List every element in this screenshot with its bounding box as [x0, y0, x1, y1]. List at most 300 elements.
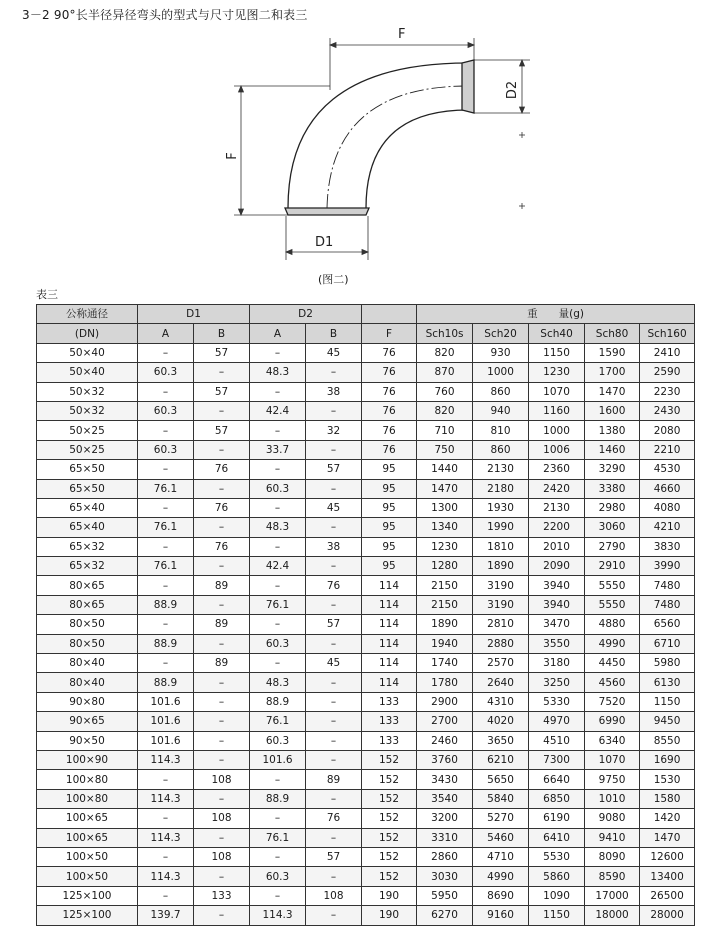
- table-cell: 42.4: [250, 401, 306, 420]
- table-row: [37, 518, 695, 537]
- table-cell: 33.7: [250, 440, 306, 459]
- table-cell: 45: [306, 498, 362, 517]
- nominal-size-cell: 80×65: [37, 595, 138, 614]
- table-cell: 5840: [473, 789, 529, 808]
- table-cell: 76.1: [138, 479, 194, 498]
- table-cell: 6990: [585, 712, 640, 731]
- table-cell: 6130: [640, 673, 695, 692]
- table-cell: –: [306, 906, 362, 925]
- nominal-size-cell: 65×50: [37, 460, 138, 479]
- table-cell: 1810: [473, 537, 529, 556]
- table-cell: –: [194, 363, 250, 382]
- table-cell: 3200: [417, 809, 473, 828]
- table-cell: 114.3: [138, 789, 194, 808]
- table-cell: 3830: [640, 537, 695, 556]
- table-cell: –: [250, 886, 306, 905]
- table-cell: 2130: [473, 460, 529, 479]
- table-cell: 4020: [473, 712, 529, 731]
- table-cell: 8690: [473, 886, 529, 905]
- table-row: [37, 595, 695, 614]
- table-cell: 89: [194, 615, 250, 634]
- table-cell: –: [250, 770, 306, 789]
- nominal-size-cell: 65×40: [37, 518, 138, 537]
- table-cell: 76.1: [250, 595, 306, 614]
- table-cell: 89: [306, 770, 362, 789]
- table-cell: 1890: [417, 615, 473, 634]
- table-cell: 114.3: [250, 906, 306, 925]
- table-cell: –: [138, 460, 194, 479]
- nominal-size-cell: 80×65: [37, 576, 138, 595]
- nominal-size-cell: 50×32: [37, 382, 138, 401]
- table-cell: 860: [473, 382, 529, 401]
- table-cell: 8090: [585, 847, 640, 866]
- table-cell: 2210: [640, 440, 695, 459]
- header-row-1: [37, 305, 695, 324]
- table-cell: –: [250, 382, 306, 401]
- table-cell: 76: [194, 498, 250, 517]
- table-cell: 3760: [417, 750, 473, 769]
- table-cell: 6850: [529, 789, 585, 808]
- nominal-size-cell: 100×80: [37, 770, 138, 789]
- nominal-size-cell: 80×40: [37, 654, 138, 673]
- elbow-inner-arc: [366, 110, 468, 208]
- nominal-size-cell: 50×25: [37, 421, 138, 440]
- table-cell: 2900: [417, 692, 473, 711]
- table-row: [37, 634, 695, 653]
- table-cell: 26500: [640, 886, 695, 905]
- table-cell: –: [306, 595, 362, 614]
- table-row: [37, 401, 695, 420]
- table-cell: –: [138, 421, 194, 440]
- table-cell: –: [194, 867, 250, 886]
- table-cell: –: [306, 789, 362, 808]
- table-cell: –: [194, 557, 250, 576]
- table-row: [37, 479, 695, 498]
- nominal-size-cell: 65×40: [37, 498, 138, 517]
- table-cell: 1530: [640, 770, 695, 789]
- table-row: [37, 750, 695, 769]
- table-cell: 95: [362, 518, 417, 537]
- table-cell: 3380: [585, 479, 640, 498]
- table-cell: 820: [417, 343, 473, 362]
- table-cell: 4530: [640, 460, 695, 479]
- table-cell: –: [138, 615, 194, 634]
- table-cell: 8550: [640, 731, 695, 750]
- table-cell: 60.3: [250, 479, 306, 498]
- table-cell: 3290: [585, 460, 640, 479]
- table-cell: 9750: [585, 770, 640, 789]
- table-cell: 1440: [417, 460, 473, 479]
- table-cell: 2860: [417, 847, 473, 866]
- table-row: [37, 363, 695, 382]
- table-cell: 38: [306, 537, 362, 556]
- table-cell: 7480: [640, 576, 695, 595]
- table-cell: 95: [362, 460, 417, 479]
- table-cell: 1600: [585, 401, 640, 420]
- table-cell: 88.9: [250, 692, 306, 711]
- table-cell: 95: [362, 557, 417, 576]
- table-cell: 114: [362, 634, 417, 653]
- nominal-size-cell: 100×50: [37, 847, 138, 866]
- table-cell: 3550: [529, 634, 585, 653]
- table-cell: 76.1: [250, 712, 306, 731]
- table-cell: 60.3: [138, 363, 194, 382]
- table-cell: 133: [194, 886, 250, 905]
- table-cell: 2430: [640, 401, 695, 420]
- table-cell: 940: [473, 401, 529, 420]
- table-cell: 860: [473, 440, 529, 459]
- table-row: [37, 789, 695, 808]
- nominal-size-cell: 125×100: [37, 886, 138, 905]
- nominal-size-cell: 50×25: [37, 440, 138, 459]
- table-cell: 5950: [417, 886, 473, 905]
- elbow-right-flange: [462, 60, 474, 113]
- table-cell: 57: [194, 382, 250, 401]
- table-cell: 4710: [473, 847, 529, 866]
- table-cell: 3250: [529, 673, 585, 692]
- table-cell: 5330: [529, 692, 585, 711]
- table-cell: 18000: [585, 906, 640, 925]
- table-cell: 114.3: [138, 828, 194, 847]
- page-heading: 3－2 90°长半径异径弯头的型式与尺寸见图二和表三: [22, 8, 308, 22]
- table-cell: 76: [362, 440, 417, 459]
- nominal-size-cell: 65×32: [37, 557, 138, 576]
- table-cell: 6190: [529, 809, 585, 828]
- table-row: [37, 770, 695, 789]
- nominal-size-cell: 100×50: [37, 867, 138, 886]
- table-cell: 7480: [640, 595, 695, 614]
- table-cell: 6340: [585, 731, 640, 750]
- table-cell: –: [194, 906, 250, 925]
- table-cell: 57: [194, 343, 250, 362]
- table-cell: –: [138, 770, 194, 789]
- table-cell: 101.6: [138, 712, 194, 731]
- table-cell: 89: [194, 576, 250, 595]
- nominal-size-cell: 100×90: [37, 750, 138, 769]
- table-cell: 4510: [529, 731, 585, 750]
- table-cell: 88.9: [250, 789, 306, 808]
- table-cell: –: [138, 809, 194, 828]
- table-cell: 88.9: [138, 595, 194, 614]
- table-cell: 7300: [529, 750, 585, 769]
- table-cell: 60.3: [250, 634, 306, 653]
- table-cell: 2460: [417, 731, 473, 750]
- table-cell: –: [194, 828, 250, 847]
- table-cell: 60.3: [138, 440, 194, 459]
- table-cell: 108: [194, 770, 250, 789]
- table-cell: 76.1: [138, 518, 194, 537]
- table-cell: –: [306, 731, 362, 750]
- header-cell: Sch10s: [417, 324, 473, 343]
- dimension-table: [36, 304, 695, 926]
- nominal-size-cell: 125×100: [37, 906, 138, 925]
- table-cell: 1230: [417, 537, 473, 556]
- table-cell: 930: [473, 343, 529, 362]
- table-cell: 5860: [529, 867, 585, 886]
- header-cell: Sch160: [640, 324, 695, 343]
- table-cell: 1150: [529, 906, 585, 925]
- table-cell: –: [194, 440, 250, 459]
- header-cell: F: [362, 324, 417, 343]
- table-cell: –: [194, 401, 250, 420]
- table-cell: 2130: [529, 498, 585, 517]
- table-cell: 870: [417, 363, 473, 382]
- table-row: [37, 886, 695, 905]
- table-cell: –: [306, 712, 362, 731]
- table-cell: 4660: [640, 479, 695, 498]
- table-cell: 1000: [529, 421, 585, 440]
- table-cell: 6410: [529, 828, 585, 847]
- table-cell: 3190: [473, 576, 529, 595]
- table-cell: 13400: [640, 867, 695, 886]
- nominal-size-cell: 80×50: [37, 634, 138, 653]
- table-cell: 76: [306, 809, 362, 828]
- table-cell: 2700: [417, 712, 473, 731]
- table-cell: 2880: [473, 634, 529, 653]
- table-cell: 88.9: [138, 673, 194, 692]
- table-cell: 2790: [585, 537, 640, 556]
- table-cell: –: [250, 460, 306, 479]
- table-cell: 114.3: [138, 867, 194, 886]
- table-cell: 1590: [585, 343, 640, 362]
- table-cell: 4990: [473, 867, 529, 886]
- table-cell: 2590: [640, 363, 695, 382]
- table-cell: 1580: [640, 789, 695, 808]
- table-cell: 1070: [585, 750, 640, 769]
- table-cell: 2410: [640, 343, 695, 362]
- table-cell: 5550: [585, 595, 640, 614]
- header-blank: [362, 305, 417, 324]
- table-cell: 2200: [529, 518, 585, 537]
- table-cell: –: [194, 731, 250, 750]
- table-body: [37, 343, 695, 925]
- table-cell: 101.6: [138, 692, 194, 711]
- header-row-2: [37, 324, 695, 343]
- table-cell: 1780: [417, 673, 473, 692]
- table-cell: 3060: [585, 518, 640, 537]
- table-cell: 101.6: [250, 750, 306, 769]
- table-row: [37, 712, 695, 731]
- table-row: [37, 692, 695, 711]
- table-cell: –: [194, 634, 250, 653]
- table-label: 表三: [36, 288, 58, 301]
- table-cell: –: [250, 654, 306, 673]
- table-cell: 60.3: [138, 401, 194, 420]
- table-cell: 17000: [585, 886, 640, 905]
- table-cell: 4450: [585, 654, 640, 673]
- table-cell: 3940: [529, 595, 585, 614]
- table-cell: 8590: [585, 867, 640, 886]
- table-cell: 114: [362, 615, 417, 634]
- table-cell: 1700: [585, 363, 640, 382]
- table-cell: –: [138, 576, 194, 595]
- nominal-size-cell: 90×65: [37, 712, 138, 731]
- table-cell: –: [138, 537, 194, 556]
- table-cell: 3940: [529, 576, 585, 595]
- table-cell: 4310: [473, 692, 529, 711]
- header-cell: A: [250, 324, 306, 343]
- table-cell: –: [138, 886, 194, 905]
- nominal-size-cell: 50×40: [37, 363, 138, 382]
- table-cell: –: [306, 518, 362, 537]
- table-cell: –: [250, 498, 306, 517]
- table-cell: –: [250, 809, 306, 828]
- table-cell: 5270: [473, 809, 529, 828]
- table-row: [37, 809, 695, 828]
- table-cell: –: [138, 343, 194, 362]
- table-cell: 133: [362, 712, 417, 731]
- table-cell: –: [306, 363, 362, 382]
- table-cell: 95: [362, 479, 417, 498]
- table-cell: –: [306, 692, 362, 711]
- header-cell: A: [138, 324, 194, 343]
- table-row: [37, 537, 695, 556]
- table-cell: 1230: [529, 363, 585, 382]
- header-cell: Sch40: [529, 324, 585, 343]
- table-cell: 2910: [585, 557, 640, 576]
- table-cell: 152: [362, 789, 417, 808]
- table-cell: 5650: [473, 770, 529, 789]
- nominal-size-cell: 100×80: [37, 789, 138, 808]
- table-cell: 1470: [640, 828, 695, 847]
- table-cell: 6560: [640, 615, 695, 634]
- table-cell: 9160: [473, 906, 529, 925]
- dim-d2: D2: [505, 80, 520, 100]
- table-cell: 5460: [473, 828, 529, 847]
- table-cell: 4210: [640, 518, 695, 537]
- table-cell: 3990: [640, 557, 695, 576]
- table-cell: 1006: [529, 440, 585, 459]
- elbow-outer-arc: [288, 63, 468, 208]
- table-cell: 76.1: [138, 557, 194, 576]
- table-cell: 108: [306, 886, 362, 905]
- table-cell: 4080: [640, 498, 695, 517]
- table-cell: 152: [362, 847, 417, 866]
- table-cell: 190: [362, 886, 417, 905]
- table-row: [37, 576, 695, 595]
- table-cell: 28000: [640, 906, 695, 925]
- table-row: [37, 654, 695, 673]
- nominal-size-cell: 100×65: [37, 828, 138, 847]
- table-cell: 1690: [640, 750, 695, 769]
- header-dn: 公称通径: [37, 305, 138, 324]
- table-cell: 6640: [529, 770, 585, 789]
- table-cell: 2150: [417, 576, 473, 595]
- header-d1: D1: [138, 305, 250, 324]
- table-cell: 1460: [585, 440, 640, 459]
- nominal-size-cell: 50×32: [37, 401, 138, 420]
- header-weight: 重 量(g): [417, 305, 695, 324]
- table-cell: –: [194, 712, 250, 731]
- table-cell: 108: [194, 809, 250, 828]
- table-cell: 9450: [640, 712, 695, 731]
- table-cell: 57: [306, 615, 362, 634]
- table-cell: 820: [417, 401, 473, 420]
- table-cell: 48.3: [250, 363, 306, 382]
- table-cell: –: [250, 847, 306, 866]
- table-cell: –: [194, 673, 250, 692]
- table-cell: –: [138, 498, 194, 517]
- header-cell: B: [306, 324, 362, 343]
- table-cell: –: [306, 828, 362, 847]
- table-cell: 1000: [473, 363, 529, 382]
- table-cell: 2810: [473, 615, 529, 634]
- table-cell: 48.3: [250, 673, 306, 692]
- table-cell: 1470: [585, 382, 640, 401]
- table-cell: 76: [362, 343, 417, 362]
- table-cell: –: [250, 615, 306, 634]
- table-cell: 76: [362, 401, 417, 420]
- table-cell: 114: [362, 673, 417, 692]
- figure-caption: (图二): [318, 273, 349, 286]
- table-cell: 1740: [417, 654, 473, 673]
- table-cell: 3650: [473, 731, 529, 750]
- table-row: [37, 731, 695, 750]
- table-cell: –: [138, 382, 194, 401]
- table-cell: 12600: [640, 847, 695, 866]
- table-row: [37, 673, 695, 692]
- table-cell: 1160: [529, 401, 585, 420]
- table-cell: 6270: [417, 906, 473, 925]
- table-cell: 38: [306, 382, 362, 401]
- table-cell: 3540: [417, 789, 473, 808]
- table-cell: –: [194, 518, 250, 537]
- table-cell: 95: [362, 498, 417, 517]
- table-cell: 4990: [585, 634, 640, 653]
- table-cell: 45: [306, 343, 362, 362]
- table-cell: 108: [194, 847, 250, 866]
- table-cell: 60.3: [250, 731, 306, 750]
- table-cell: 9410: [585, 828, 640, 847]
- table-cell: 76: [194, 537, 250, 556]
- header-cell: B: [194, 324, 250, 343]
- table-cell: 1940: [417, 634, 473, 653]
- table-cell: 9080: [585, 809, 640, 828]
- dim-d1: D1: [315, 235, 334, 250]
- table-cell: 152: [362, 867, 417, 886]
- table-cell: –: [194, 750, 250, 769]
- table-cell: 3180: [529, 654, 585, 673]
- table-row: [37, 460, 695, 479]
- table-row: [37, 847, 695, 866]
- table-cell: –: [306, 673, 362, 692]
- table-cell: 5980: [640, 654, 695, 673]
- table-cell: 152: [362, 750, 417, 769]
- table-cell: 190: [362, 906, 417, 925]
- table-cell: 2980: [585, 498, 640, 517]
- dim-f-left: F: [225, 152, 240, 160]
- table-cell: 3430: [417, 770, 473, 789]
- table-cell: 1340: [417, 518, 473, 537]
- table-cell: 152: [362, 828, 417, 847]
- table-cell: –: [306, 867, 362, 886]
- table-cell: 2570: [473, 654, 529, 673]
- table-cell: 57: [306, 847, 362, 866]
- table-cell: 139.7: [138, 906, 194, 925]
- table-cell: 76.1: [250, 828, 306, 847]
- table-cell: –: [250, 576, 306, 595]
- elbow-centerline: [327, 86, 468, 208]
- table-cell: 152: [362, 809, 417, 828]
- table-cell: 1010: [585, 789, 640, 808]
- nominal-size-cell: 90×50: [37, 731, 138, 750]
- table-cell: 114.3: [138, 750, 194, 769]
- table-cell: 57: [194, 421, 250, 440]
- table-cell: 2230: [640, 382, 695, 401]
- nominal-size-cell: 90×80: [37, 692, 138, 711]
- table-cell: 152: [362, 770, 417, 789]
- table-cell: 76: [362, 363, 417, 382]
